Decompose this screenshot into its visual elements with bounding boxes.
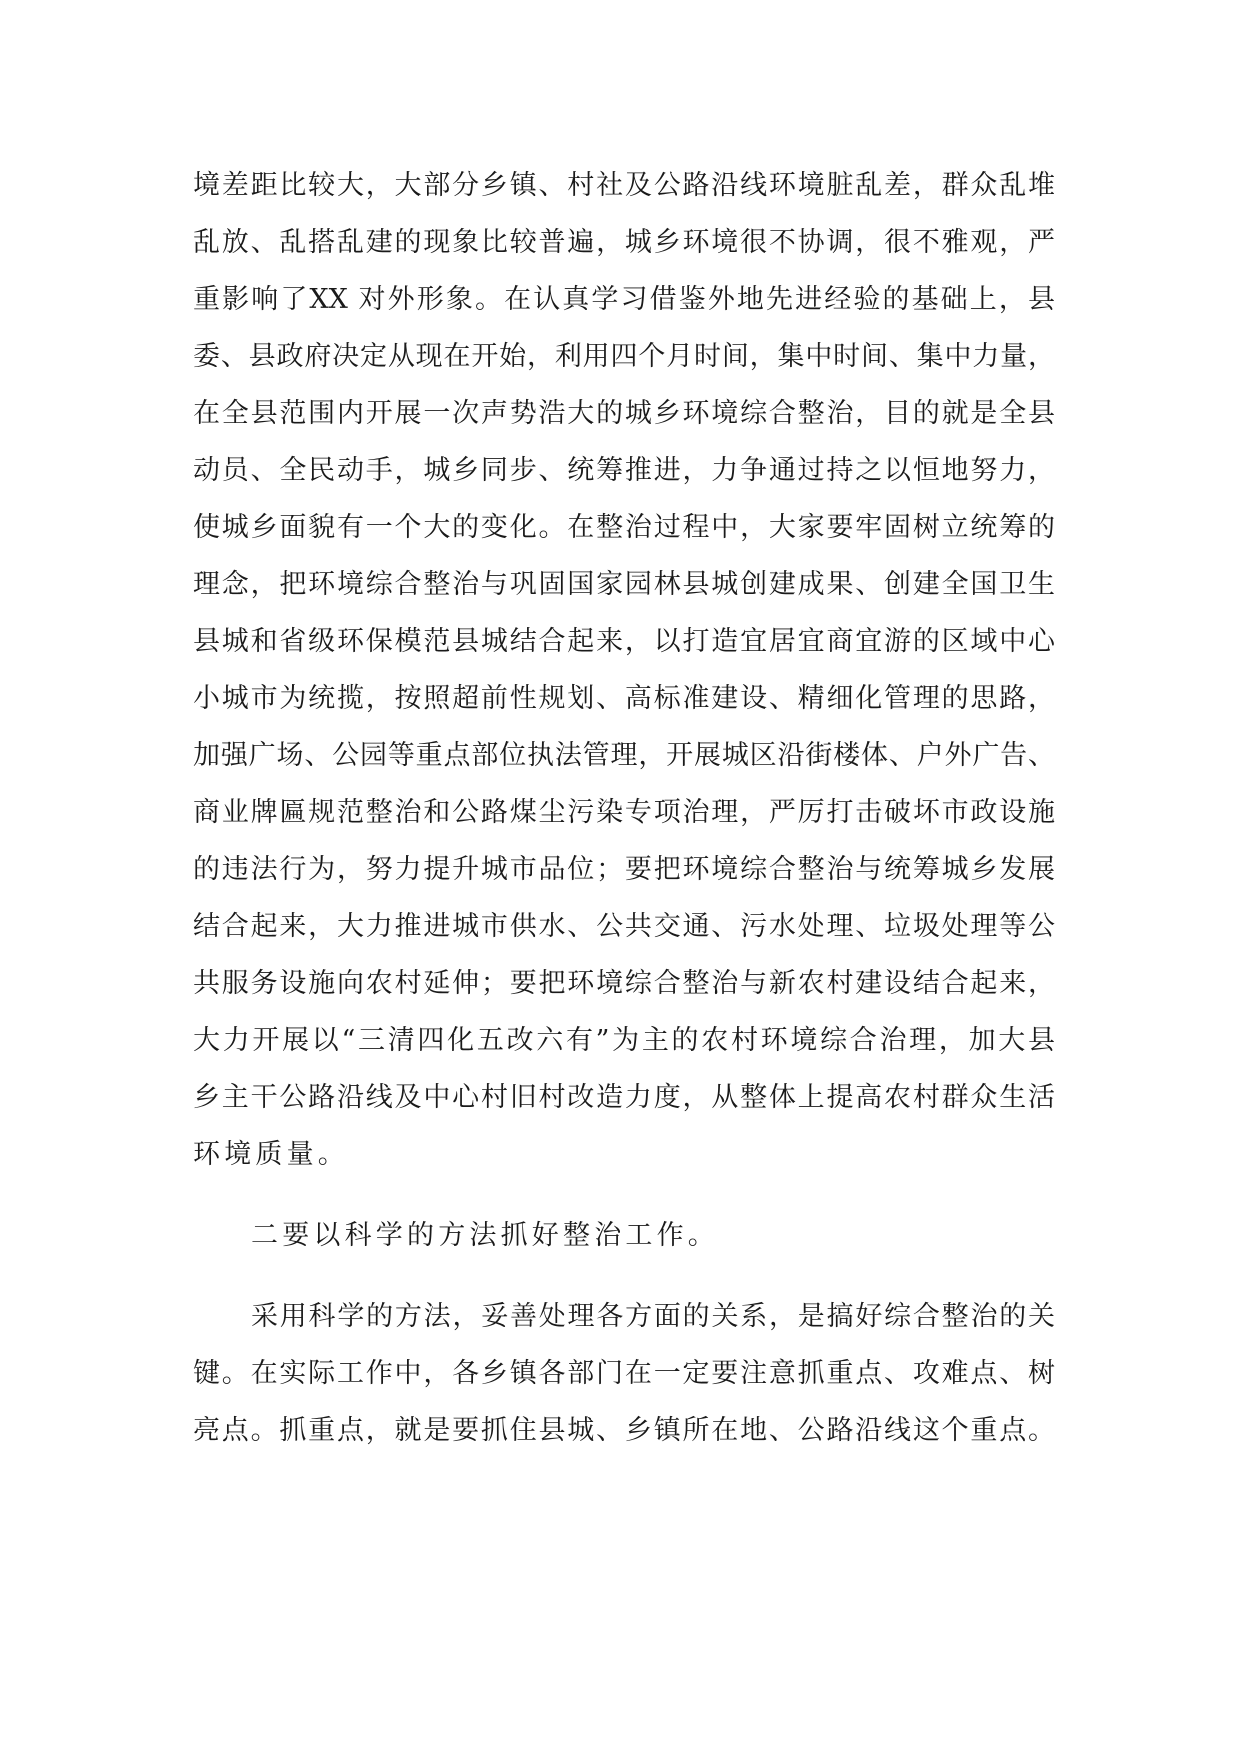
text-line: 境差距比较大，大部分乡镇、村社及公路沿线环境脏乱差，群众乱堆 [193, 170, 1055, 201]
text-line: 使城乡面貌有一个大的变化。在整治过程中，大家要牢固树立统筹的 [193, 512, 1055, 543]
text-line: 动员、全民动手，城乡同步、统筹推进，力争通过持之以恒地努力， [193, 455, 1055, 486]
document-body [193, 157, 1055, 1459]
text-line: 共服务设施向农村延伸；要把环境综合整治与新农村建设结合起来， [193, 968, 1055, 999]
text-line: 环境质量。 [193, 1139, 349, 1170]
text-line: 的违法行为，努力提升城市品位；要把环境综合整治与统筹城乡发展 [193, 854, 1055, 885]
text-line: 重影响了XX 对外形象。在认真学习借鉴外地先进经验的基础上，县 [193, 284, 1055, 315]
paragraph-1 [193, 157, 1055, 1183]
text-line: 键。在实际工作中，各乡镇各部门在一定要注意抓重点、攻难点、树 [193, 1358, 1055, 1389]
paragraph-2 [193, 1207, 1055, 1264]
text-line: 商业牌匾规范整治和公路煤尘污染专项治理，严厉打击破坏市政设施 [193, 797, 1055, 828]
paragraph-3 [193, 1288, 1055, 1459]
text-line: 在全县范围内开展一次声势浩大的城乡环境综合整治，目的就是全县 [193, 398, 1055, 429]
text-line: 采用科学的方法，妥善处理各方面的关系，是搞好综合整治的关 [251, 1301, 1055, 1332]
text-line: 小城市为统揽，按照超前性规划、高标准建设、精细化管理的思路， [193, 683, 1055, 714]
text-line: 结合起来，大力推进城市供水、公共交通、污水处理、垃圾处理等公 [193, 911, 1055, 942]
text-line: 理念，把环境综合整治与巩固国家园林县城创建成果、创建全国卫生 [193, 569, 1055, 600]
text-line: 乱放、乱搭乱建的现象比较普遍，城乡环境很不协调，很不雅观，严 [193, 227, 1055, 258]
text-line: 县城和省级环保模范县城结合起来，以打造宜居宜商宜游的区域中心 [193, 626, 1055, 657]
text-line: 委、县政府决定从现在开始，利用四个月时间，集中时间、集中力量， [193, 341, 1055, 372]
text-line: 加强广场、公园等重点部位执法管理，开展城区沿街楼体、户外广告、 [193, 740, 1055, 771]
text-line: 乡主干公路沿线及中心村旧村改造力度，从整体上提高农村群众生活 [193, 1082, 1055, 1113]
section-heading: 二要以科学的方法抓好整治工作。 [251, 1220, 719, 1251]
text-line: 大力开展以“三清四化五改六有”为主的农村环境综合治理，加大县 [193, 1025, 1055, 1056]
text-line: 亮点。抓重点，就是要抓住县城、乡镇所在地、公路沿线这个重点。 [193, 1415, 1055, 1446]
